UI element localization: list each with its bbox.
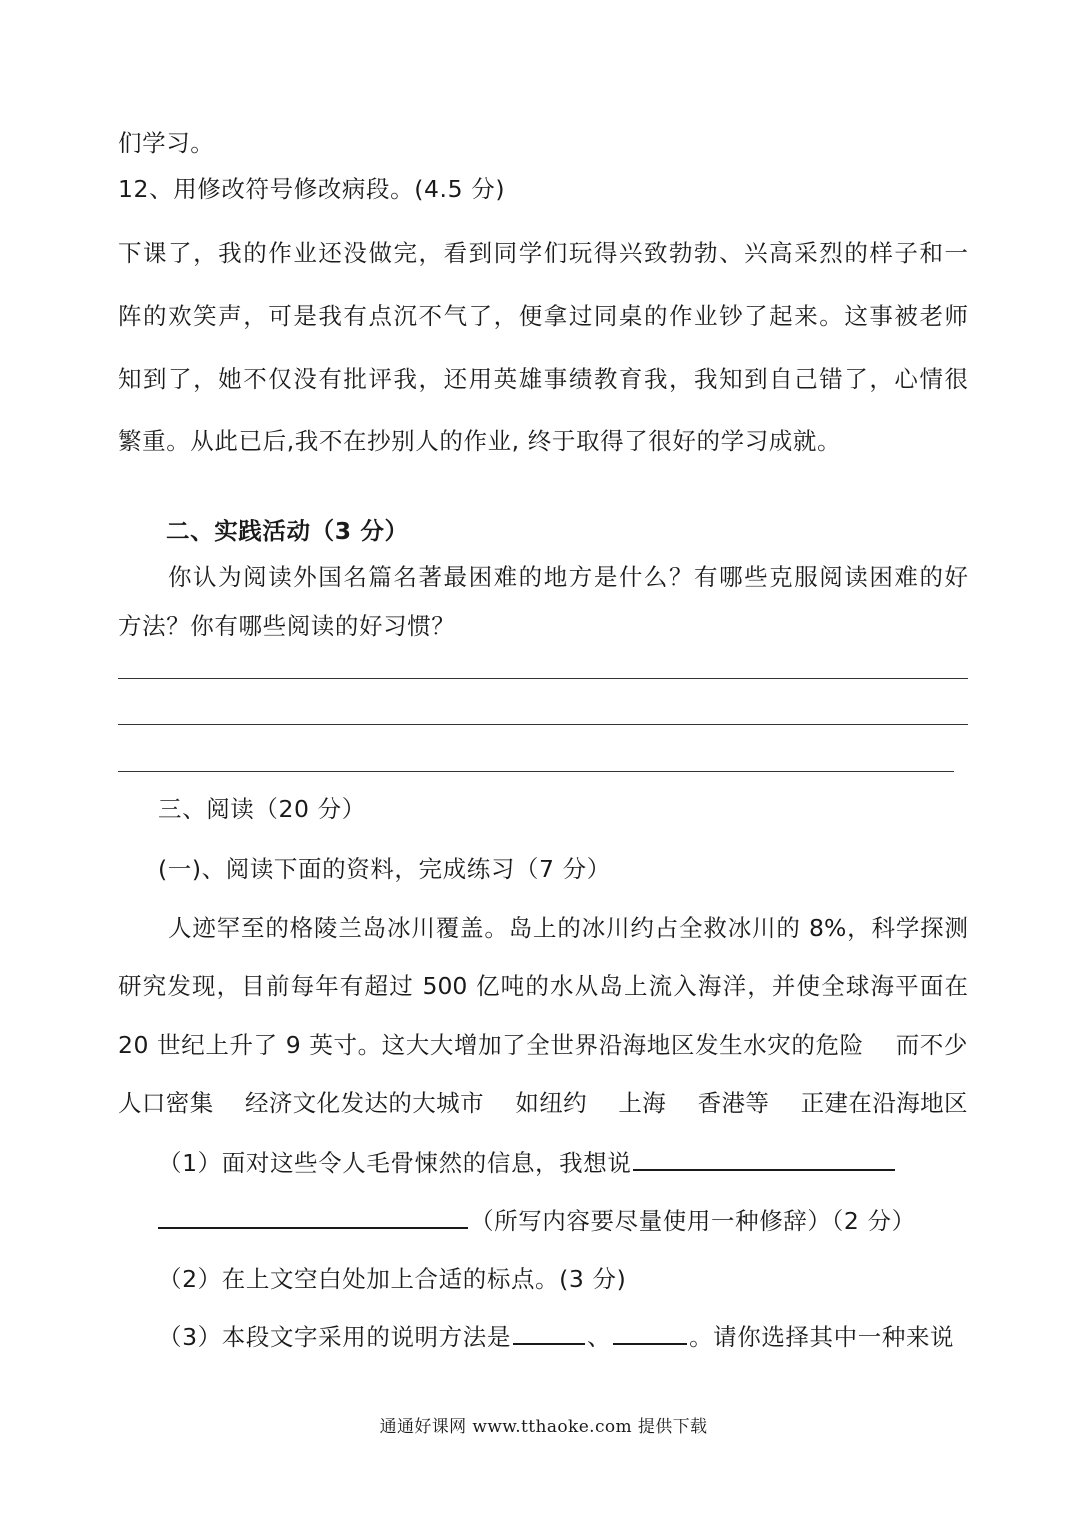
question-1-line: [156, 1207, 916, 1235]
reading-segment: 上海: [618, 1089, 667, 1117]
paragraph-line: 阵的欢笑声，可是我有点沉不气了，便拿过同桌的作业钞了起来。这事被老师: [118, 302, 968, 330]
question-1-note: （所写内容要尽量使用一种修辞）（2 分）: [470, 1207, 916, 1235]
section-3-heading: 三、阅读（20 分）: [158, 795, 366, 823]
question-3-sep: 、: [586, 1323, 612, 1351]
reading-line: 人迹罕至的格陵兰岛冰川覆盖。岛上的冰川约占全救冰川的 8%，科学探测: [168, 914, 968, 942]
reading-segment: 正建在沿海地区: [800, 1089, 968, 1117]
reading-segment: 如纽约: [515, 1089, 588, 1117]
answer-line[interactable]: [118, 678, 968, 679]
reading-segment: 而不少: [895, 1031, 968, 1059]
answer-blank[interactable]: [633, 1168, 895, 1171]
answer-line[interactable]: [118, 724, 968, 725]
reading-segment: 经济文化发达的大城市: [244, 1089, 484, 1117]
question-1-text: （1）面对这些令人毛骨悚然的信息，我想说: [158, 1149, 632, 1177]
question-3-tail: 。请你选择其中一种来说: [689, 1323, 955, 1351]
prompt-line: 方法？你有哪些阅读的好习惯？: [118, 612, 456, 640]
prompt-line: 你认为阅读外国名篇名著最困难的地方是什么？有哪些克服阅读困难的好: [168, 563, 968, 591]
answer-blank[interactable]: [513, 1342, 585, 1345]
question-3-line: [158, 1323, 955, 1351]
answer-blank[interactable]: [158, 1226, 468, 1229]
reading-segment: 人口密集: [118, 1089, 214, 1117]
question-3-text: （3）本段文字采用的说明方法是: [158, 1323, 511, 1351]
subsection-heading: (一)、阅读下面的资料，完成练习（7 分）: [158, 855, 611, 883]
answer-line[interactable]: [118, 771, 954, 772]
reading-line: 研究发现，目前每年有超过 500 亿吨的水从岛上流入海洋，并使全球海平面在: [118, 972, 968, 1000]
question-1-line: [158, 1149, 897, 1177]
reading-line: [118, 1031, 968, 1059]
question-12-title: 12、用修改符号修改病段。(4.5 分): [118, 175, 506, 203]
footer-source: 通通好课网 www.tthaoke.com 提供下载: [379, 1417, 708, 1437]
paragraph-line: 知到了，她不仅没有批评我，还用英雄事绩教育我，我知到自己错了，心情很: [118, 365, 968, 393]
answer-blank[interactable]: [613, 1342, 687, 1345]
paragraph-line: 下课了，我的作业还没做完，看到同学们玩得兴致勃勃、兴高采烈的样子和一: [118, 239, 968, 267]
text-line: 们学习。: [118, 129, 215, 157]
reading-segment: 20 世纪上升了 9 英寸。这大大增加了全世界沿海地区发生水灾的危险: [118, 1031, 864, 1059]
section-2-heading: 二、实践活动（3 分）: [166, 517, 409, 545]
reading-segment: 香港等: [697, 1089, 770, 1117]
question-2-line: （2）在上文空白处加上合适的标点。(3 分): [158, 1265, 627, 1293]
reading-line: [118, 1089, 968, 1117]
paragraph-line: 繁重。从此已后,我不在抄别人的作业, 终于取得了很好的学习成就。: [118, 427, 842, 455]
